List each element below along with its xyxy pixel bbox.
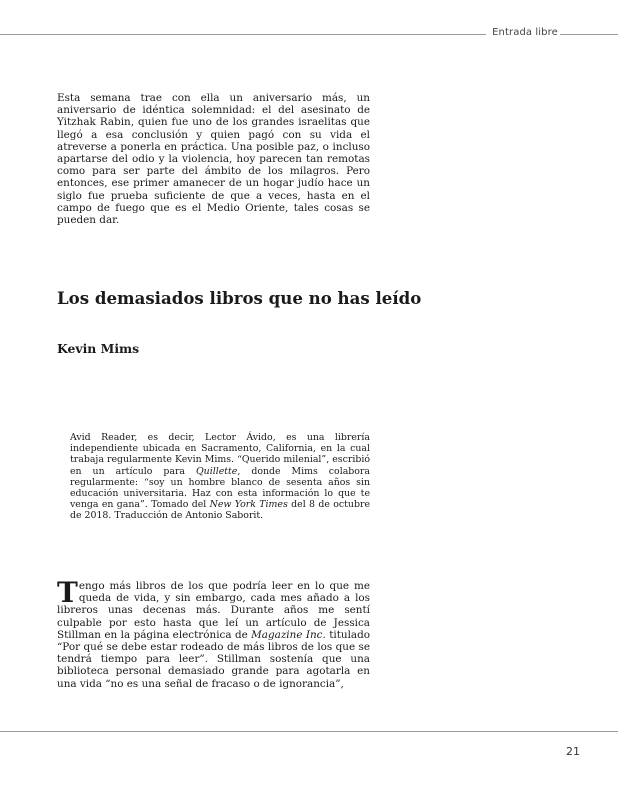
note-text-1: Avid Reader, es decir, Lector Ávido, es una librería independiente ubicada en Sacramento, California, en la cual trabaja regularmente Kevin Mims. “Querido milenial”, escribió en un artículo para	[70, 432, 370, 477]
author-note-paragraph	[70, 432, 370, 522]
drop-cap: T	[57, 576, 78, 609]
footer-rule	[0, 731, 618, 732]
note-publication: Quillette	[196, 465, 238, 477]
header-rule-right	[560, 34, 618, 35]
page-number: 21	[566, 745, 580, 758]
body-paragraph	[57, 576, 370, 690]
note-text-2: , donde Mims colabora regularmente: “soy un hombre blanco de sesenta años sin educación universitaria. Haz con esta información lo que te venga en gana”. Tomado del	[70, 465, 370, 511]
article-body	[57, 576, 370, 690]
article-title: Los demasiados libros que no has leído	[57, 288, 422, 308]
intro-paragraph: Esta semana trae con ella un aniversario más, un aniversario de idéntica solemnidad: el del asesinato de Yitzhak Rabin, quien fue uno de los grandes israelitas que llegó a esa conclusión y quien pagó con su vida el atreverse a ponerla en práctica. Una posible paz, o incluso apartarse del odio y la violencia, hoy parecen tan remotas como para ser parte del ámbito de los milagros. Pero entonces, ese primer amanecer de un hogar judío hace un siglo fue prueba suficiente de que a veces, hasta en el campo de fuego que es el Medio Oriente, tales cosas se pueden dar.	[57, 92, 370, 227]
body-text-1: engo más libros de los que podría leer en lo que me queda de vida, y sin embargo, cada mes añado a los libreros unas decenas más. Durante años me sentí culpable por esto hasta que leí un artículo de Jessica Stillman en la página electrónica de	[57, 580, 370, 641]
article-author: Kevin Mims	[57, 341, 140, 356]
note-source: New York Times	[209, 499, 288, 511]
author-note	[70, 432, 370, 522]
intro-text-block	[57, 92, 370, 226]
note-text-3: del 8 de octubre de 2018. Traducción de Antonio Saborit.	[70, 499, 370, 522]
body-magazine-name: Magazine Inc.	[251, 628, 326, 641]
section-label: Entrada libre	[492, 27, 558, 38]
body-text-2: titulado “Por qué se debe estar rodeado de más libros de los que se tendrá tiempo para leer”. Stillman sostenía que una biblioteca personal demasiado grande para agotarla en una vida “no es una señal de fracaso o de ignorancia”,	[57, 628, 370, 690]
header-rule-left	[0, 34, 486, 35]
